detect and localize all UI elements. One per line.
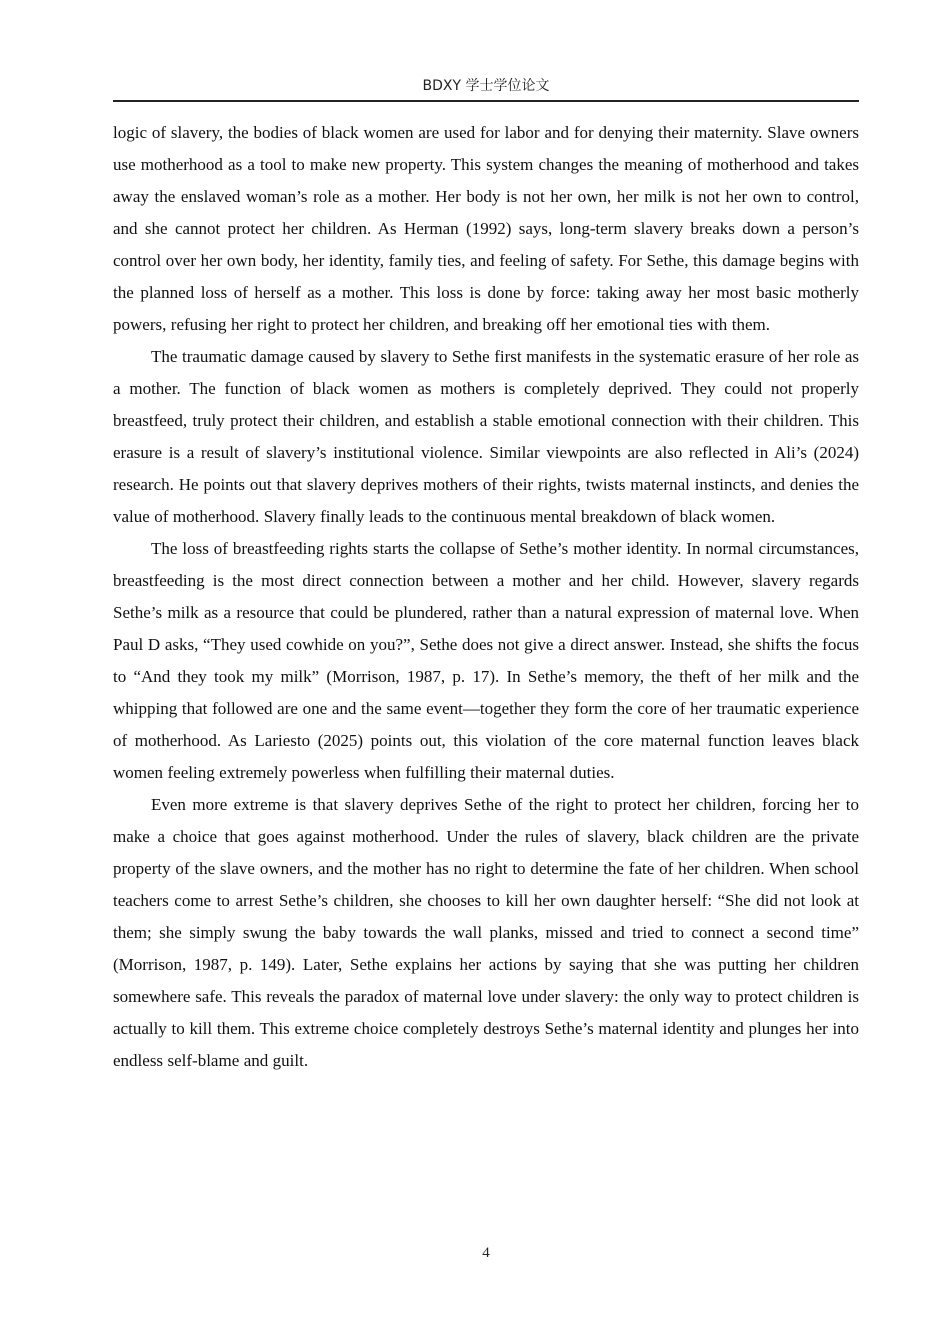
paragraph-breastfeeding-rights: The loss of breastfeeding rights starts the collapse of Sethe’s mother identity. In normal circumstances, breastfeeding is the most direct connection between a mother and her child. However, slavery regards Sethe’s milk as a resource that could be plundered, rather than a natural expression of maternal love. When Paul D asks, “They used cowhide on you?”, Sethe does not give a direct answer. Instead, she shifts the focus to “And they took my milk” (Morrison, 1987, p. 17). In Sethe’s memory, the theft of her milk and the whipping that followed are one and the same event—together they form the core of her traumatic experience of motherhood. As Lariesto (2025) points out, this violation of the core maternal function leaves black women feeling extremely powerless when fulfilling their maternal duties.	[113, 539, 859, 782]
paragraph-right-to-protect: Even more extreme is that slavery deprives Sethe of the right to protect her children, forcing her to make a choice that goes against motherhood. Under the rules of slavery, black children are the private property of the slave owners, and the mother has no right to determine the fate of her children. When school teachers come to arrest Sethe’s children, she chooses to kill her own daughter herself: “She did not look at them; she simply swung the baby towards the wall planks, missed and tried to connect a second time” (Morrison, 1987, p. 149). Later, Sethe explains her actions by saying that she was putting her children somewhere safe. This reveals the paradox of maternal love under slavery: the only way to protect children is actually to kill them. This extreme choice completely destroys Sethe’s maternal identity and plunges her into endless self-blame and guilt.	[113, 795, 859, 1070]
paragraph-erasure-of-motherhood: The traumatic damage caused by slavery to Sethe first manifests in the systematic erasure of her role as a mother. The function of black women as mothers is completely deprived. They could not properly breastfeed, truly protect their children, and establish a stable emotional connection with their children. This erasure is a result of slavery’s institutional violence. Similar viewpoints are also reflected in Ali’s (2024) research. He points out that slavery deprives mothers of their rights, twists maternal instincts, and denies the value of motherhood. Slavery finally leads to the continuous mental breakdown of black women.	[113, 347, 859, 526]
page-number: 4	[482, 1245, 490, 1261]
header-rule	[113, 100, 859, 102]
running-header: BDXY 学士学位论文	[422, 78, 550, 94]
body-text	[113, 117, 859, 1077]
paragraph-continued: logic of slavery, the bodies of black women are used for labor and for denying their maternity. Slave owners use motherhood as a tool to make new property. This system changes the meaning of motherhood and takes away the enslaved woman’s role as a mother. Her body is not her own, her milk is not her own to control, and she cannot protect her children. As Herman (1992) says, long-term slavery breaks down a person’s control over her own body, her identity, family ties, and feeling of safety. For Sethe, this damage begins with the planned loss of herself as a mother. This loss is done by force: taking away her most basic motherly powers, refusing her right to protect her children, and breaking off her emotional ties with them.	[113, 123, 859, 334]
